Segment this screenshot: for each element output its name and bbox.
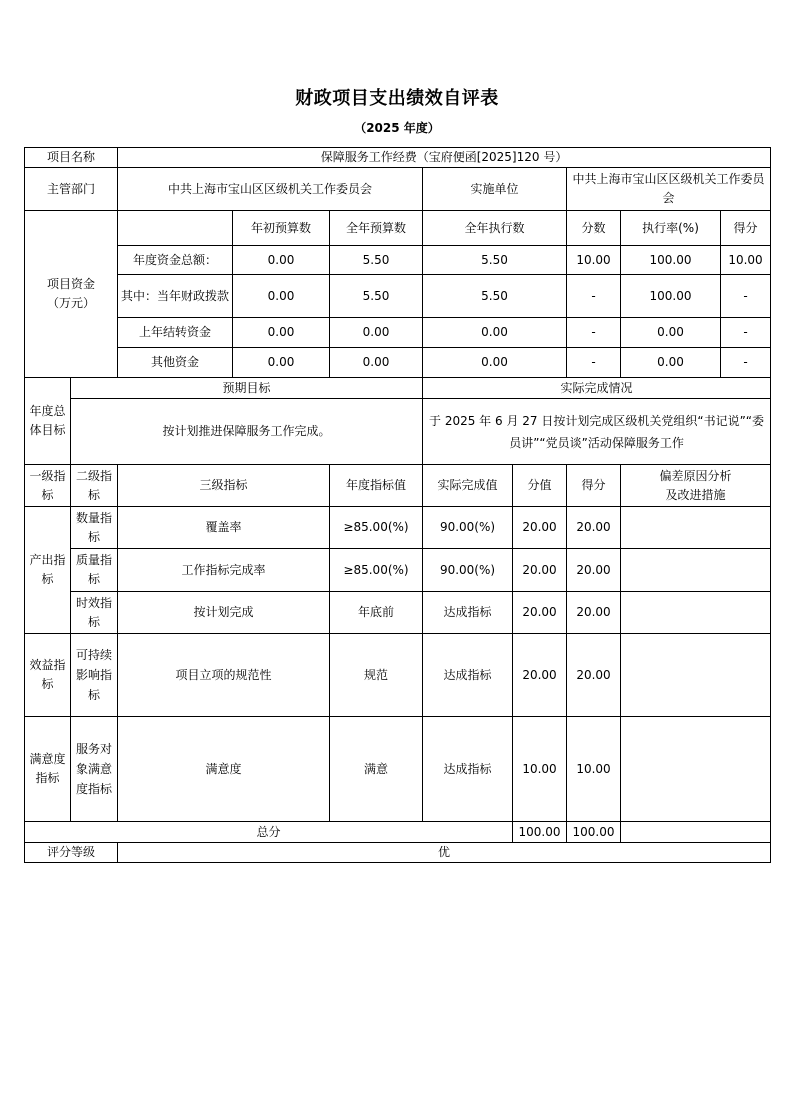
indicator-target: ≥85.00(%) — [330, 507, 423, 549]
funds-cell: 0.00 — [330, 318, 423, 348]
project-name-label: 项目名称 — [25, 148, 118, 168]
funds-section-label: 项目资金 （万元） — [25, 211, 118, 378]
funds-cell: 10.00 — [567, 246, 621, 275]
funds-cell: 0.00 — [233, 348, 330, 378]
grade-label: 评分等级 — [25, 843, 118, 863]
indicator-level2: 数量指标 — [71, 507, 118, 549]
actual-header: 实际完成值 — [423, 465, 513, 507]
indicator-weight: 20.00 — [513, 507, 567, 549]
goals-section-label: 年度总体目标 — [25, 378, 71, 465]
indicator-target: 满意 — [330, 717, 423, 822]
indicator-level2: 服务对象满意度指标 — [71, 717, 118, 822]
funds-cell: 0.00 — [233, 275, 330, 318]
indicator-actual: 达成指标 — [423, 717, 513, 822]
funds-cell: 5.50 — [423, 275, 567, 318]
evaluation-table — [24, 147, 771, 863]
level1-header: 一级指标 — [25, 465, 71, 507]
actual-completion-text: 于 2025 年 6 月 27 日按计划完成区级机关党组织“书记说”“委员讲”“党员谈”活动保障服务工作 — [423, 399, 771, 465]
indicator-target: ≥85.00(%) — [330, 549, 423, 592]
indicator-weight: 20.00 — [513, 634, 567, 717]
level3-header: 三级指标 — [118, 465, 330, 507]
funds-cell: 0.00 — [233, 246, 330, 275]
funds-row-label: 其中：当年财政拨款 — [118, 275, 233, 318]
funds-header-blank — [118, 211, 233, 246]
score-header: 得分 — [567, 465, 621, 507]
funds-header-cell: 全年执行数 — [423, 211, 567, 246]
indicator-score: 20.00 — [567, 549, 621, 592]
project-name-value: 保障服务工作经费（宝府便函[2025]120 号） — [118, 148, 771, 168]
dept-label: 主管部门 — [25, 168, 118, 211]
funds-row-label: 上年结转资金 — [118, 318, 233, 348]
funds-cell: 100.00 — [621, 275, 721, 318]
impl-unit-label: 实施单位 — [423, 168, 567, 211]
funds-header-cell: 执行率(%) — [621, 211, 721, 246]
funds-cell: - — [567, 348, 621, 378]
indicator-score: 20.00 — [567, 507, 621, 549]
indicator-score: 10.00 — [567, 717, 621, 822]
indicator-level2: 可持续影响指标 — [71, 634, 118, 717]
indicator-deviation — [621, 549, 771, 592]
funds-cell: 0.00 — [423, 318, 567, 348]
expected-goal-text: 按计划推进保障服务工作完成。 — [71, 399, 423, 465]
indicator-level2: 质量指标 — [71, 549, 118, 592]
indicator-deviation — [621, 634, 771, 717]
indicator-actual: 达成指标 — [423, 634, 513, 717]
funds-cell: 100.00 — [621, 246, 721, 275]
indicator-level2: 时效指标 — [71, 592, 118, 634]
funds-header-cell: 全年预算数 — [330, 211, 423, 246]
funds-cell: 5.50 — [330, 275, 423, 318]
funds-header-cell: 得分 — [721, 211, 771, 246]
indicator-score: 20.00 — [567, 634, 621, 717]
indicator-weight: 10.00 — [513, 717, 567, 822]
funds-cell: - — [721, 275, 771, 318]
funds-cell: - — [567, 275, 621, 318]
level2-header: 二级指标 — [71, 465, 118, 507]
indicator-actual: 90.00(%) — [423, 549, 513, 592]
expected-goal-header: 预期目标 — [71, 378, 423, 399]
funds-cell: 0.00 — [233, 318, 330, 348]
indicator-level1: 效益指标 — [25, 634, 71, 717]
indicator-level3: 覆盖率 — [118, 507, 330, 549]
total-label: 总分 — [25, 822, 513, 843]
indicator-deviation — [621, 507, 771, 549]
funds-cell: - — [721, 348, 771, 378]
funds-cell: 0.00 — [330, 348, 423, 378]
funds-cell: 5.50 — [330, 246, 423, 275]
indicator-level1: 产出指标 — [25, 507, 71, 634]
indicator-actual: 达成指标 — [423, 592, 513, 634]
total-weight: 100.00 — [513, 822, 567, 843]
deviation-header: 偏差原因分析 及改进措施 — [621, 465, 771, 507]
funds-row-label: 年度资金总额： — [118, 246, 233, 275]
grade-value: 优 — [118, 843, 771, 863]
total-deviation-blank — [621, 822, 771, 843]
dept-value: 中共上海市宝山区区级机关工作委员会 — [118, 168, 423, 211]
indicator-level3: 项目立项的规范性 — [118, 634, 330, 717]
funds-cell: - — [721, 318, 771, 348]
indicator-target: 规范 — [330, 634, 423, 717]
indicator-actual: 90.00(%) — [423, 507, 513, 549]
indicator-level1: 满意度指标 — [25, 717, 71, 822]
indicator-deviation — [621, 717, 771, 822]
funds-header-cell: 分数 — [567, 211, 621, 246]
funds-cell: 0.00 — [423, 348, 567, 378]
page-title: 财政项目支出绩效自评表 — [295, 88, 499, 109]
funds-cell: 0.00 — [621, 318, 721, 348]
indicator-target: 年底前 — [330, 592, 423, 634]
indicator-level3: 按计划完成 — [118, 592, 330, 634]
indicator-level3: 工作指标完成率 — [118, 549, 330, 592]
funds-cell: 10.00 — [721, 246, 771, 275]
indicator-score: 20.00 — [567, 592, 621, 634]
actual-completion-header: 实际完成情况 — [423, 378, 771, 399]
weight-header: 分值 — [513, 465, 567, 507]
page-subtitle: （2025 年度） — [354, 121, 440, 135]
indicator-weight: 20.00 — [513, 549, 567, 592]
funds-header-cell: 年初预算数 — [233, 211, 330, 246]
indicator-deviation — [621, 592, 771, 634]
impl-unit-value: 中共上海市宝山区区级机关工作委员会 — [567, 168, 771, 211]
target-header: 年度指标值 — [330, 465, 423, 507]
indicator-level3: 满意度 — [118, 717, 330, 822]
funds-cell: 5.50 — [423, 246, 567, 275]
total-score: 100.00 — [567, 822, 621, 843]
funds-cell: - — [567, 318, 621, 348]
funds-row-label: 其他资金 — [118, 348, 233, 378]
indicator-weight: 20.00 — [513, 592, 567, 634]
funds-cell: 0.00 — [621, 348, 721, 378]
